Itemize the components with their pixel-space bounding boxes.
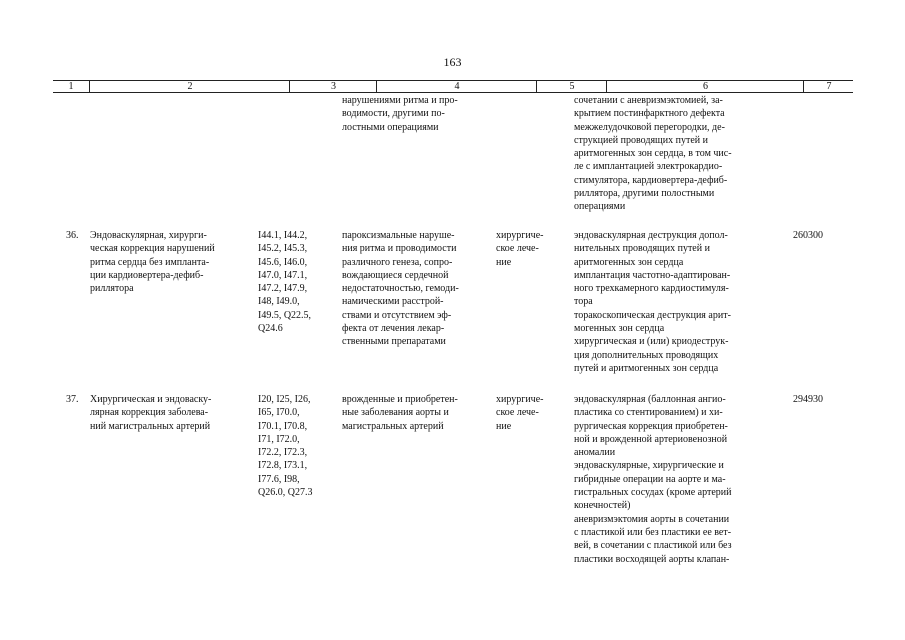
row-37-codes: I20, I25, I26, I65, I70.0, I70.1, I70.8, I71, I72.0, I72.2, I72.3, I72.8, I73.1, I77.6, I98, Q26.0, Q27.3: [258, 394, 313, 499]
row-36-name: Эндоваскулярная, хирурги- ческая коррекция нарушений ритма сердца без импланта- ции кардиовертера-дефиб- риллятора: [90, 230, 215, 295]
row-37-name: Хирургическая и эндоваску- лярная коррекция заболева- ний магистральных артерий: [90, 394, 212, 432]
header-col-7: 7: [803, 81, 854, 92]
row-37-number: 37.: [66, 394, 79, 405]
header-col-2: 2: [89, 81, 290, 92]
continuation-method-text: сочетании с аневризмэктомией, за- крытием постинфарктного дефекта межжелудочковой перегородки, де- струкцией проводящих путей и аритмогенных зон сердца, в том чис- ле с имплантацией электрокардио- стимулятора, кардиовертера-дефиб- риллятора, другими полостными операциями: [574, 95, 732, 213]
row-36-model: пароксизмальные наруше- ния ритма и проводимости различного генеза, сопро- вождающиеся сердечной недостаточностью, гемоди- намическими расстрой- ствами и отсутствием эф- фекта от лечения лекар- ственными препаратами: [342, 230, 459, 348]
row-36-number: 36.: [66, 230, 79, 241]
row-36-codes: I44.1, I44.2, I45.2, I45.3, I45.6, I46.0, I47.0, I47.1, I47.2, I47.9, I48, I49.0, I49.5, Q22.5, Q24.6: [258, 230, 312, 335]
header-col-1: 1: [68, 81, 74, 92]
header-col-6: 6: [606, 81, 804, 92]
row-37-cost: 294930: [793, 394, 823, 405]
continuation-model-text: нарушениями ритма и про- водимости, другими по- лостными операциями: [342, 95, 458, 133]
header-col-4: 4: [376, 81, 537, 92]
header-col-5: 5: [536, 81, 607, 92]
row-36-treatment: хирургиче- ское лече- ние: [496, 230, 544, 268]
row-36-method: эндоваскулярная деструкция допол- нительных проводящих путей и аритмогенных зон сердца имплантация частотно-адаптирован- ного трехкамерного кардиостимуля- тора торакоскопическая деструкция арит- могенных зон сердца хирургическая и (или) криодеструк- ция дополнительных проводящих путей и аритмогенных зон сердца: [574, 230, 731, 374]
page-number: 163: [443, 55, 462, 69]
row-37-model: врожденные и приобретен- ные заболевания аорты и магистральных артерий: [342, 394, 458, 432]
row-37-treatment: хирургиче- ское лече- ние: [496, 394, 544, 432]
table-header-row: [53, 80, 853, 93]
header-col-3: 3: [289, 81, 377, 92]
row-37-method: эндоваскулярная (баллонная ангио- пластика со стентированием) и хи- рургическая коррекция приобретен- ной и врожденной артериовенозной аномалии эндоваскулярные, хирургические и гибридные операции на аорте и ма- гистральных сосудах (кроме артерий конечностей) аневризмэктомия аорты в сочетании с пластикой или без пластики ее вет- вей, в сочетании с пластикой или без пластики восходящей аорты клапан-: [574, 394, 732, 565]
row-36-cost: 260300: [793, 230, 823, 241]
